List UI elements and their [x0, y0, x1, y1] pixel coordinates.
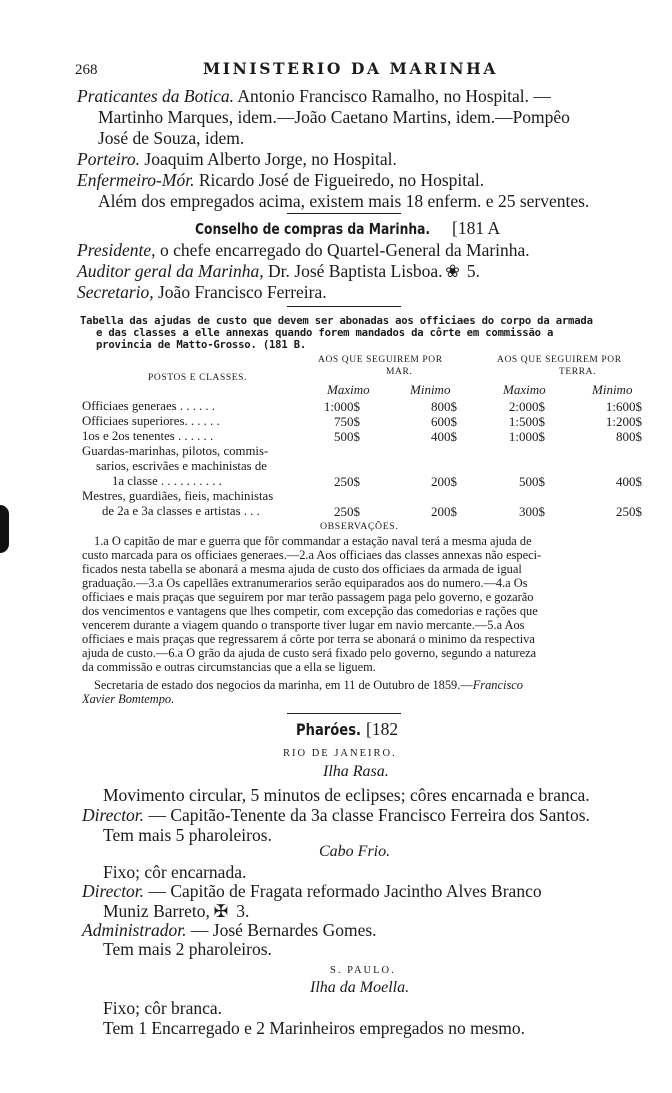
- secretaria-line: Secretaria de estado dos negocios da marinha, em 11 de Outubro de 1859.—Francisco: [94, 678, 523, 692]
- cell: 1:500$: [508, 414, 545, 429]
- rasa-tem: Tem mais 5 pharoleiros.: [103, 825, 272, 845]
- pharoes-number: [182: [366, 719, 399, 739]
- cell: 1:600$: [605, 399, 642, 414]
- col-terra-2: TERRA.: [559, 367, 597, 377]
- auditor-line: Auditor geral da Marinha, Dr. José Baptista Lisboa. ❀ 5.: [77, 261, 481, 281]
- page-number: 268: [75, 62, 98, 78]
- obs-line: dos vencimentos e vantagens que lhes competir, com excepção das comedorias e rações que: [82, 604, 538, 618]
- scan-mark: [0, 505, 9, 553]
- row-label: 1os e 2os tenentes . . . . . .: [82, 429, 214, 443]
- enfermeiro-line: Enfermeiro-Mór. Ricardo José de Figueiredo, no Hospital.: [77, 170, 485, 190]
- tabella-title-1: Tabella das ajudas de custo que devem ser abonadas aos officiaes do corpo da armada: [80, 315, 593, 327]
- cell: 800$: [431, 399, 457, 414]
- cell: 400$: [616, 474, 642, 489]
- cabo-frio: Cabo Frio.: [319, 843, 391, 860]
- frio-administrador: Administrador. — José Bernardes Gomes.: [82, 920, 377, 940]
- secretario-line: Secretario, João Francisco Ferreira.: [77, 282, 327, 302]
- cell: 500$: [519, 474, 545, 489]
- praticantes-line: Praticantes da Botica. Antonio Francisco Ramalho, no Hospital. —: [77, 86, 551, 106]
- rasa-director: Director. — Capitão-Tenente da 3a classe Francisco Ferreira dos Santos.: [82, 805, 590, 825]
- sub-min-mar: Minimo: [410, 382, 451, 397]
- divider: [287, 213, 401, 214]
- cell: 250$: [334, 504, 360, 519]
- obs-line: graduação.—3.a Os capellães extranumerarios serão equiparados aos do numero.—4.a Os: [82, 576, 528, 590]
- rio-heading: RIO DE JANEIRO.: [283, 748, 397, 759]
- alem-line: Além dos empregados acima, existem mais 18 enferm. e 25 serventes.: [98, 191, 590, 211]
- row-label: Officiaes superiores. . . . . .: [82, 414, 220, 428]
- frio-director-2: Muniz Barreto, ✠ 3.: [103, 901, 250, 921]
- divider: [287, 306, 401, 307]
- order-badge-icon: ❀: [445, 261, 460, 281]
- cell: 500$: [334, 429, 360, 444]
- sub-max-terra: Maximo: [503, 382, 546, 397]
- cell: 1:000$: [323, 399, 360, 414]
- obs-line: ficados nesta tabella se abonará a mesma ajuda de custo dos officiaes da armada de igual: [82, 562, 522, 576]
- obs-line: ajuda de custo.—6.a O grão da ajuda de custo será fixado pelo governo, segundo a natureza: [82, 646, 537, 660]
- porteiro-line: Porteiro. Joaquim Alberto Jorge, no Hospital.: [77, 149, 397, 169]
- col-mar-2: MAR.: [386, 367, 413, 377]
- jose-souza-line: José de Souza, idem.: [98, 128, 245, 148]
- cell: 600$: [431, 414, 457, 429]
- col-postos: POSTOS E CLASSES.: [148, 373, 247, 383]
- row-label: Officiaes generaes . . . . . .: [82, 399, 216, 413]
- cell: 400$: [431, 429, 457, 444]
- cell: 1:200$: [605, 414, 642, 429]
- obs-line: vencerem durante a viagem quando o transporte tiver lugar em navio mercante.—5.a Aos: [82, 618, 525, 632]
- cell: 200$: [431, 504, 457, 519]
- cell: 800$: [616, 429, 642, 444]
- obs-line: 1.a O capitão de mar e guerra que fôr commandar a estação naval terá a mesma ajuda de: [94, 534, 532, 548]
- cell: 250$: [334, 474, 360, 489]
- conselho-number: [181 A: [452, 218, 501, 238]
- moella-tem: Tem 1 Encarregado e 2 Marinheiros empregados no mesmo.: [103, 1018, 526, 1038]
- obs-line: officiaes e mais praças que regressarem á côrte por terra se abonará o minimo da respectiva: [82, 632, 535, 646]
- cell: 250$: [616, 504, 642, 519]
- frio-tem: Tem mais 2 pharoleiros.: [103, 939, 272, 959]
- row-label: Mestres, guardiães, fieis, machinistas: [82, 489, 274, 503]
- rasa-movimento: Movimento circular, 5 minutos de eclipses; côres encarnada e branca.: [103, 785, 590, 805]
- row-label: sarios, escrivães e machinistas de: [96, 459, 267, 473]
- cell: 2:000$: [508, 399, 545, 414]
- martinho-line: Martinho Marques, idem.—João Caetano Martins, idem.—Pompêo: [98, 107, 570, 127]
- tabella-title-2: e das classes a elle annexas quando forem mandados da côrte em commissão a: [96, 327, 554, 339]
- row-label: de 2a e 3a classes e artistas . . .: [102, 504, 260, 518]
- sub-max-mar: Maximo: [327, 382, 370, 397]
- presidente-line: Presidente, o chefe encarregado do Quartel-General da Marinha.: [77, 240, 530, 260]
- sp-heading: S. PAULO.: [330, 965, 396, 976]
- cross-badge-icon: ✠: [213, 901, 229, 921]
- row-label: Guardas-marinhas, pilotos, commis-: [82, 444, 269, 458]
- pharoes-heading: Pharóes.: [296, 720, 361, 739]
- frio-fixo: Fixo; côr encarnada.: [103, 862, 247, 882]
- tabella-title-3: provincia de Matto-Grosso. (181 B.: [96, 339, 307, 351]
- moella-fixo: Fixo; côr branca.: [103, 998, 223, 1018]
- cell: 750$: [334, 414, 360, 429]
- obs-heading: OBSERVAÇÕES.: [320, 521, 399, 532]
- cell: 1:000$: [508, 429, 545, 444]
- col-terra-1: AOS QUE SEGUIREM POR: [497, 355, 622, 365]
- divider: [287, 713, 401, 714]
- row-label: 1a classe . . . . . . . . . .: [112, 474, 222, 488]
- obs-line: officiaes e mais praças que seguirem por mar terão passagem paga pelo governo, e gozarão: [82, 590, 534, 604]
- ilha-moella: Ilha da Moella.: [310, 979, 410, 996]
- obs-line: custo marcada para os officiaes generaes.—2.a Aos officiaes das classes annexas não especi-: [82, 548, 542, 562]
- obs-line: da commissão e outras circumstancias que a ella se liguem.: [82, 660, 376, 674]
- col-mar-1: AOS QUE SEGUIREM POR: [318, 355, 443, 365]
- page-title: MINISTERIO DA MARINHA: [203, 59, 499, 78]
- cell: 300$: [519, 504, 545, 519]
- cell: 200$: [431, 474, 457, 489]
- frio-director: Director. — Capitão de Fragata reformado Jacintho Alves Branco: [82, 881, 542, 901]
- conselho-heading: Conselho de compras da Marinha.: [195, 220, 431, 238]
- sub-min-terra: Minimo: [592, 382, 633, 397]
- ilha-rasa: Ilha Rasa.: [323, 763, 389, 780]
- secretaria-signature: Xavier Bomtempo.: [82, 692, 175, 706]
